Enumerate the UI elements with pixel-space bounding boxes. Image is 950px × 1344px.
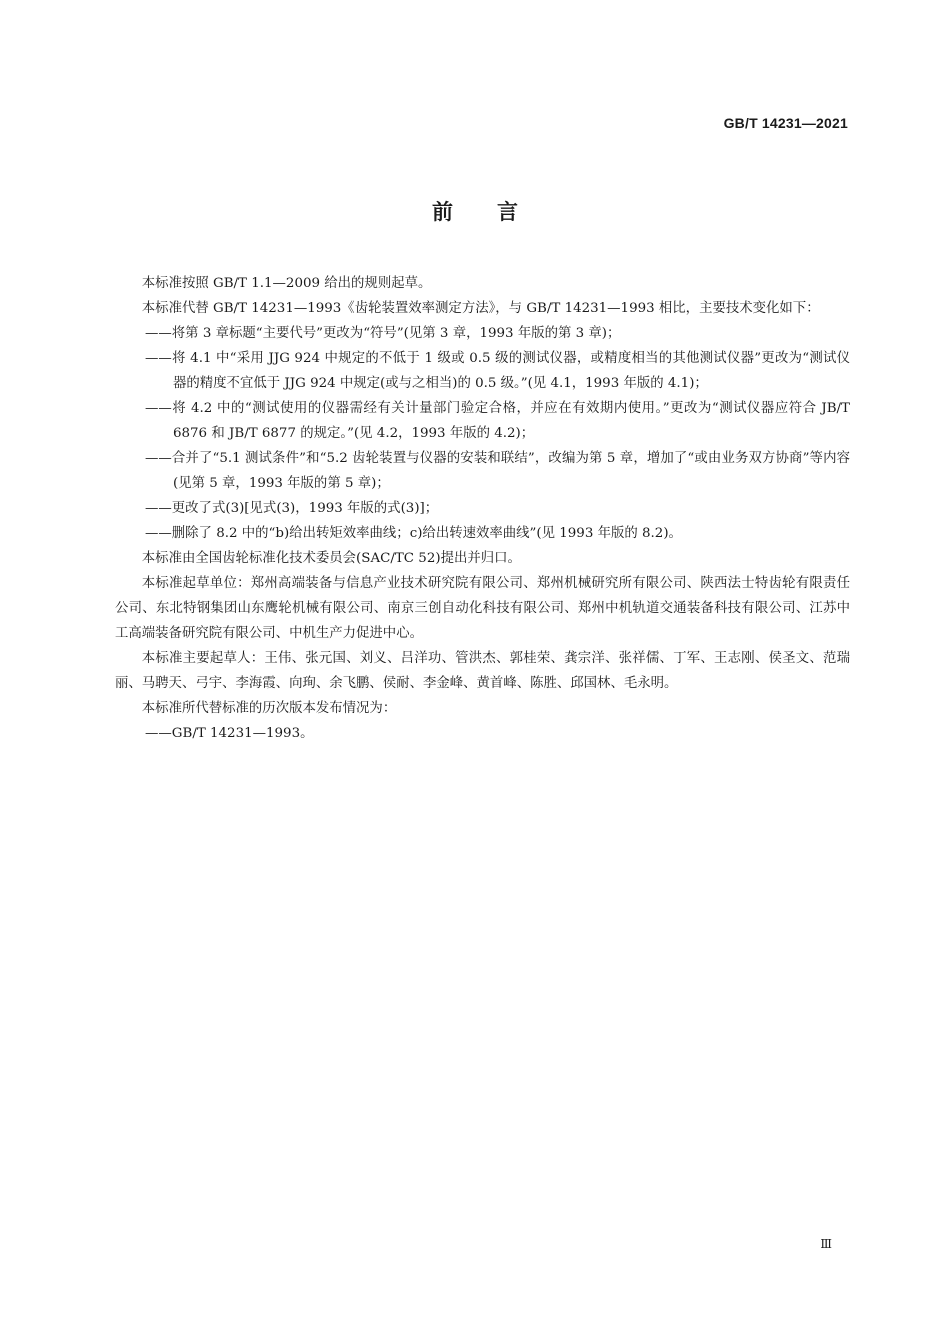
- history-item: ——GB/T 14231—1993。: [145, 726, 314, 741]
- change-item: ——删除了 8.2 中的“b)给出转矩效率曲线；c)给出转速效率曲线”(见 1993 年版的 8.2)。: [145, 526, 682, 541]
- replacement-paragraph: 本标准代替 GB/T 14231—1993《齿轮装置效率测定方法》，与 GB/T 14231—1993 相比，主要技术变化如下：: [141, 301, 820, 316]
- change-item: ——将 4.1 中“采用 JJG 924 中规定的不低于 1 级或 0.5 级的测试仪器，或精度相当的其他测试仪器”更改为“测试仪器的精度不宜低于 JJG 924 中规定(或与之相当)的 0.5 级。”(见 4.1，1993 年版的 4.1)；: [145, 351, 850, 391]
- proposer-paragraph: 本标准由全国齿轮标准化技术委员会(SAC/TC 52)提出并归口。: [141, 551, 521, 566]
- history-intro-paragraph: 本标准所代替标准的历次版本发布情况为：: [141, 701, 397, 716]
- change-item: ——将第 3 章标题“主要代号”更改为“符号”(见第 3 章，1993 年版的第 3 章)；: [145, 326, 621, 341]
- drafters-paragraph: 本标准主要起草人：王伟、张元国、刘义、吕洋功、管洪杰、郭桂荣、龚宗洋、张祥儒、丁军、王志刚、侯圣文、范瑞丽、马聘天、弓宇、李海霞、向珣、余飞鹏、侯耐、李金峰、黄首峰、陈胜、邱国林、毛永明。: [115, 651, 850, 691]
- drafting-rule-paragraph: 本标准按照 GB/T 1.1—2009 给出的规则起草。: [141, 276, 432, 291]
- change-item: ——更改了式(3)[见式(3)，1993 年版的式(3)]；: [145, 501, 439, 516]
- change-item: ——合并了“5.1 测试条件”和“5.2 齿轮装置与仪器的安装和联结”，改编为第 5 章，增加了“或由业务双方协商”等内容(见第 5 章，1993 年版的第 5 章)；: [145, 451, 850, 491]
- page-title: 前言: [432, 200, 562, 224]
- standard-number: GB/T 14231—2021: [723, 115, 848, 131]
- change-item: ——将 4.2 中的“测试使用的仪器需经有关计量部门验定合格，并应在有效期内使用。”更改为“测试仪器应符合 JB/T 6876 和 JB/T 6877 的规定。”(见 4.2，1993 年版的 4.2)；: [145, 401, 850, 441]
- drafting-units-paragraph: 本标准起草单位：郑州高端装备与信息产业技术研究院有限公司、郑州机械研究所有限公司、陕西法士特齿轮有限责任公司、东北特钢集团山东鹰轮机械有限公司、南京三创自动化科技有限公司、郑州中机轨道交通装备科技有限公司、江苏中工高端装备研究院有限公司、中机生产力促进中心。: [115, 576, 850, 641]
- document-body: [115, 271, 850, 746]
- page-number: Ⅲ: [820, 1237, 832, 1251]
